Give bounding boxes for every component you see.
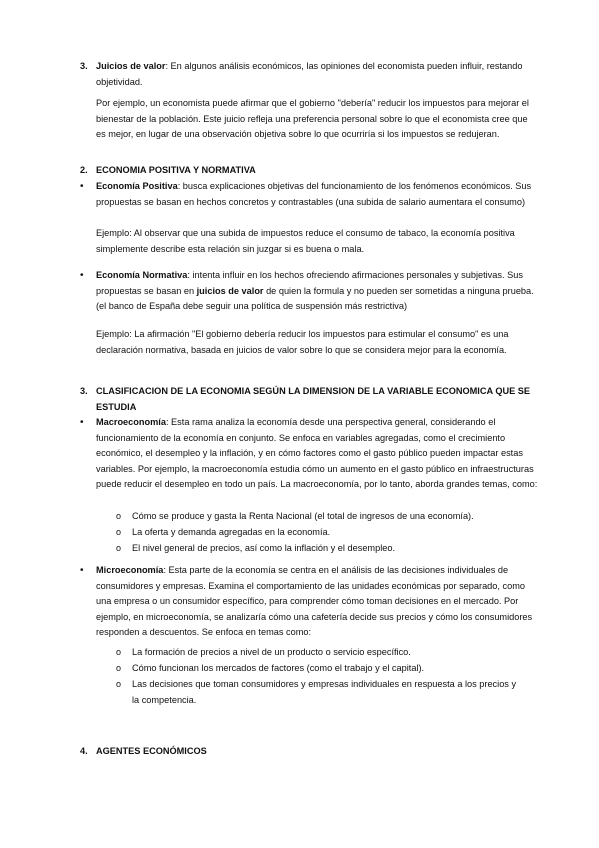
term: Microeconomía [96,565,164,575]
item-number: 3. [80,61,88,71]
list-item: El nivel general de precios, así como la inflación y el desempleo. [132,543,396,553]
sub-bullet: o [116,647,122,657]
bullet: • [80,417,84,428]
text: : busca explicaciones objetivas del funcionamiento de los fenómenos económicos. Sus propuestas se basan en hechos concretos y contrastables (una subida de salario aumentara el consumo) [96,181,532,207]
sub-bullet: o [116,679,122,689]
bullet: • [80,181,84,192]
section-number: 2. [80,165,88,175]
list-item: Cómo se produce y gasta la Renta Nacional (el total de ingresos de una economía). [132,511,474,521]
sub-bullet: o [116,511,122,521]
list-item: Las decisiones que toman consumidores y empresas individuales en respuesta a los precios y la competencia. [132,679,517,705]
text: : Esta rama analiza la economía desde una perspectiva general, considerando el funcionamiento de la economía en conjunto. Se enfoca en variables agregadas, como el crecimiento económico, el desempleo y la inflación, y en cómo factores como el gasto público pueden impactar estas variables. Por ejemplo, la macroeconomía estudia cómo un aumento en el gasto público en infraestructuras puede reducir el desempleo en todo un país. La macroeconomía, por lo tanto, aborda grandes temas, como: [96,417,538,490]
term: Juicios de valor [96,61,166,71]
term: Economía Normativa [96,270,188,280]
text: de quien la formula y no pueden ser sometidas a ninguna prueba. (el banco de España debe seguir una política de suspensión más restrictiva) [96,285,534,312]
text: : En algunos análisis económicos, las opiniones del economista pueden influir, restando objetividad. [96,61,523,87]
term: Macroeconomía [96,417,166,427]
normativa-example: Ejemplo: La afirmación "El gobierno debería reducir los impuestos para estimular el consumo" es una declaración normativa, basada en juicios de valor sobre lo que se considera mejor para la economía. [96,329,509,355]
macro-paragraph [96,415,541,493]
section-heading: CLASIFICACION DE LA ECONOMIA SEGÚN LA DIMENSION DE LA VARIABLE ECONOMICA QUE SE ESTUDIA [96,386,531,412]
term: Economía Positiva [96,181,178,191]
section-number: 3. [80,386,88,396]
positiva-paragraph [96,179,536,210]
list-item: La formación de precios a nivel de un producto o servicio específico. [132,647,411,657]
section-heading: AGENTES ECONÓMICOS [96,746,207,756]
sub-bullet: o [116,663,122,673]
juicios-paragraph [96,59,536,90]
section-heading: ECONOMIA POSITIVA Y NORMATIVA [96,165,256,175]
bullet: • [80,565,84,576]
normativa-paragraph [96,268,536,315]
section-number: 4. [80,746,88,756]
sub-bullet: o [116,527,122,537]
text: : Esta parte de la economía se centra en el análisis de las decisiones individuales de consumidores y empresas. Examina el comportamiento de las unidades económicas por separado, como una empresa o un consumidor específico, para comprender cómo toman decisiones en el mercado. Por ejemplo, en microeconomía, se analizaría cómo una cafetería decide sus precios y cómo los consumidores responden a descuentos. Se enfoca en temas como: [96,565,533,638]
bullet: • [80,270,84,281]
sub-bullet: o [116,543,122,553]
list-item: Cómo funcionan los mercados de factores (como el trabajo y el capital). [132,663,425,673]
text: : intenta influir en los hechos ofreciendo afirmaciones personales y subjetivas. Sus propuestas se basan en [96,270,523,296]
micro-paragraph [96,563,541,641]
list-item: La oferta y demanda agregadas en la economía. [132,527,331,537]
positiva-example: Ejemplo: Al observar que una subida de impuestos reduce el consumo de tabaco, la economía positiva simplemente describe esta relación sin juzgar si es buena o mala. [96,228,515,254]
bold-text: juicios de valor [196,285,264,296]
juicios-example: Por ejemplo, un economista puede afirmar que el gobierno "debería" reducir los impuestos para mejorar el bienestar de la población. Este juicio refleja una preferencia personal sobre lo que el economista cree que es mejor, en lugar de una observación objetiva sobre lo que ocurriría si los impuestos se redujeran. [96,98,529,140]
